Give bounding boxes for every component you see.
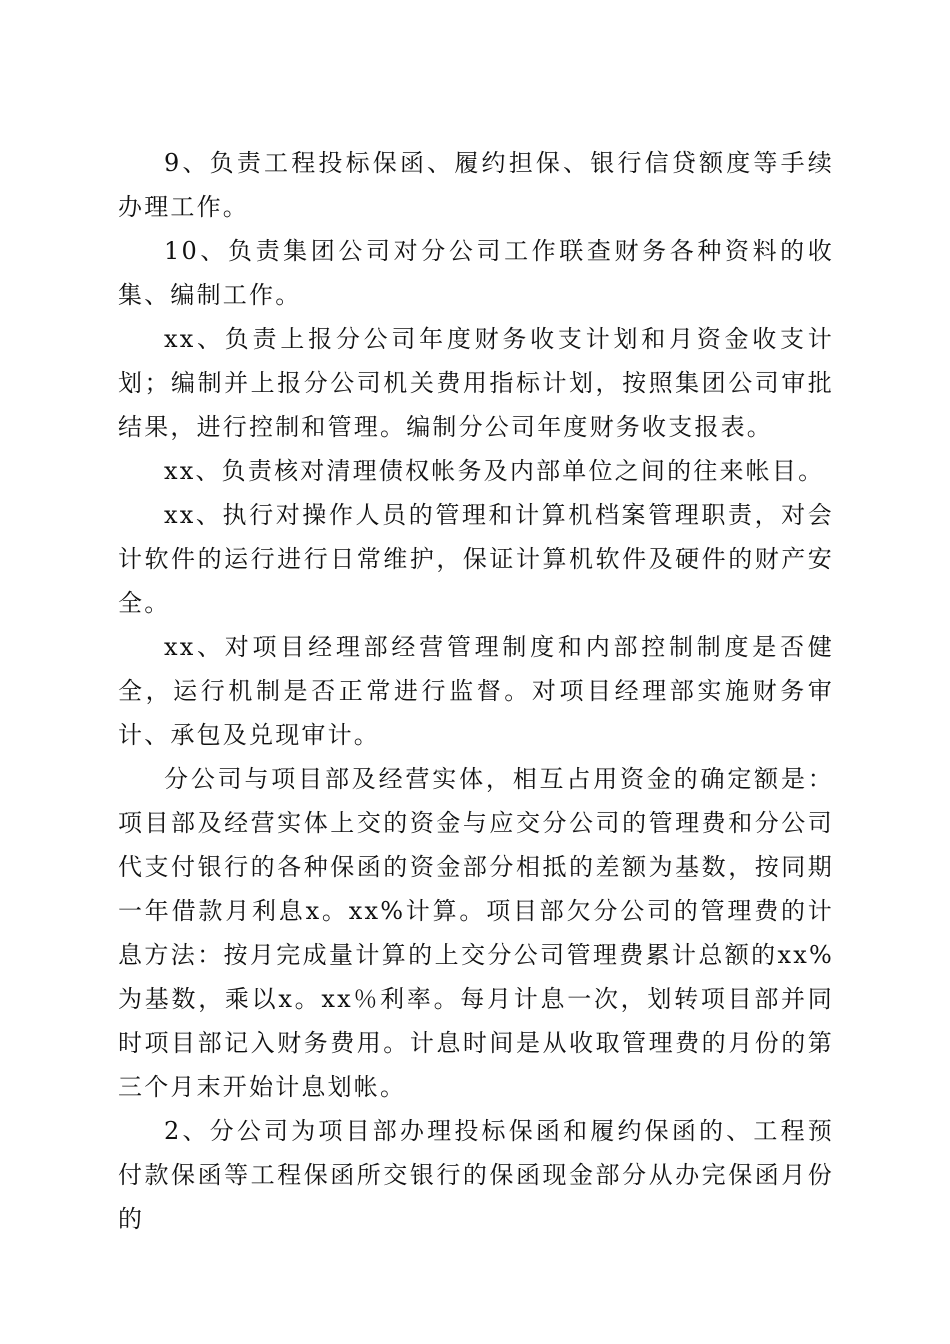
paragraph-fund-occupation: 分公司与项目部及经营实体，相互占用资金的确定额是：项目部及经营实体上交的资金与应交分公司的管理费和分公司代支付银行的各种保函的资金部分相抵的差额为基数，按同期一年借款月利息x。xx%计算。项目部欠分公司的管理费的计息方法：按月完成量计算的上交分公司管理费累计总额的xx%为基数，乘以x。xx％利率。每月计息一次，划转项目部并同时项目部记入财务费用。计息时间是从收取管理费的月份的第三个月末开始计息划帐。 xyxy=(118,765,834,1101)
paragraph-guarantee-deposit: 2、分公司为项目部办理投标保函和履约保函的、工程预付款保函等工程保函所交银行的保函现金部分从办完保函月份的 xyxy=(118,1117,834,1233)
paragraph-financial-plan: xx、负责上报分公司年度财务收支计划和月资金收支计划；编制并上报分公司机关费用指标计划，按照集团公司审批结果，进行控制和管理。编制分公司年度财务收支报表。 xyxy=(118,325,834,441)
paragraph-item-10: 10、负责集团公司对分公司工作联查财务各种资料的收集、编制工作。 xyxy=(118,237,834,309)
paragraph-debt-reconciliation: xx、负责核对清理债权帐务及内部单位之间的往来帐目。 xyxy=(164,457,825,485)
paragraph-project-supervision: xx、对项目经理部经营管理制度和内部控制制度是否健全，运行机制是否正常进行监督。对项目经理部实施财务审计、承包及兑现审计。 xyxy=(118,633,834,749)
document-body xyxy=(118,141,834,1241)
paragraph-item-9: 9、负责工程投标保函、履约担保、银行信贷额度等手续办理工作。 xyxy=(118,149,834,221)
paragraph-computer-management: xx、执行对操作人员的管理和计算机档案管理职责，对会计软件的运行进行日常维护，保证计算机软件及硬件的财产安全。 xyxy=(118,501,834,617)
